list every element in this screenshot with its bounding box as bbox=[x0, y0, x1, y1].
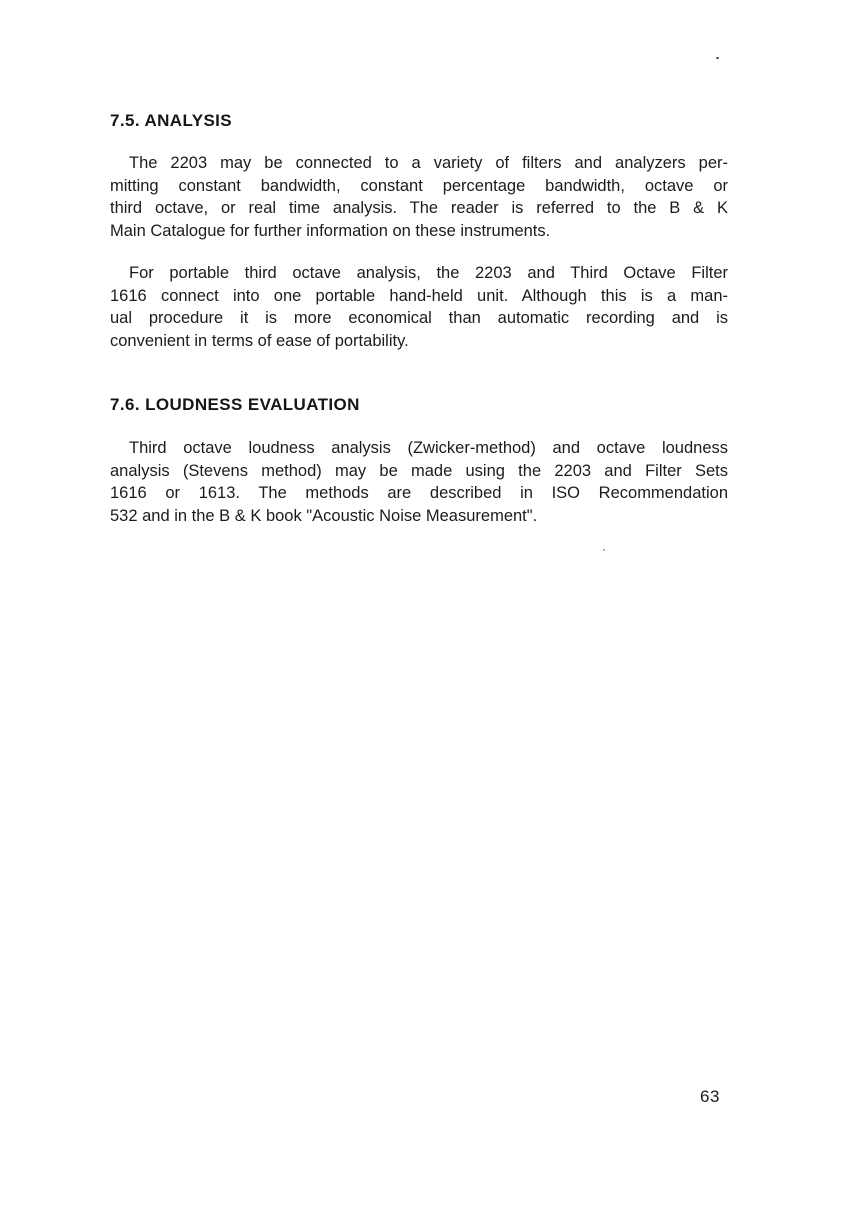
paragraph-analysis-filters bbox=[110, 152, 728, 242]
text-line: Main Catalogue for further information on these instruments. bbox=[110, 221, 551, 240]
text-line: The 2203 may be connected to a variety of filters and analyzers per- bbox=[129, 154, 728, 172]
text-line: 1616 or 1613. The methods are described in ISO Recommendation bbox=[110, 484, 728, 502]
text-line: Third octave loudness analysis (Zwicker-method) and octave loudness bbox=[129, 439, 728, 457]
scan-speck bbox=[716, 57, 719, 59]
page-number: 63 bbox=[700, 1087, 720, 1106]
text-line: analysis (Stevens method) may be made using the 2203 and Filter Sets bbox=[110, 461, 728, 480]
text-line: ual procedure it is more economical than automatic recording and is bbox=[110, 309, 728, 327]
section-heading-analysis: 7.5. ANALYSIS bbox=[110, 111, 233, 130]
paragraph-loudness-analysis bbox=[110, 437, 728, 527]
text-line: convenient in terms of ease of portability. bbox=[110, 331, 409, 350]
text-line: For portable third octave analysis, the 2203 and Third Octave Filter bbox=[129, 264, 728, 282]
text-line: 532 and in the B & K book "Acoustic Noise Measurement". bbox=[110, 506, 538, 525]
text-line: mitting constant bandwidth, constant percentage bandwidth, octave or bbox=[110, 176, 728, 195]
scan-speck bbox=[603, 549, 605, 551]
section-heading-loudness-evaluation: 7.6. LOUDNESS EVALUATION bbox=[110, 395, 360, 414]
paragraph-portable-analysis bbox=[110, 262, 728, 352]
text-line: third octave, or real time analysis. The reader is referred to the B & K bbox=[110, 199, 728, 217]
text-line: 1616 connect into one portable hand-held unit. Although this is a man- bbox=[110, 286, 728, 305]
